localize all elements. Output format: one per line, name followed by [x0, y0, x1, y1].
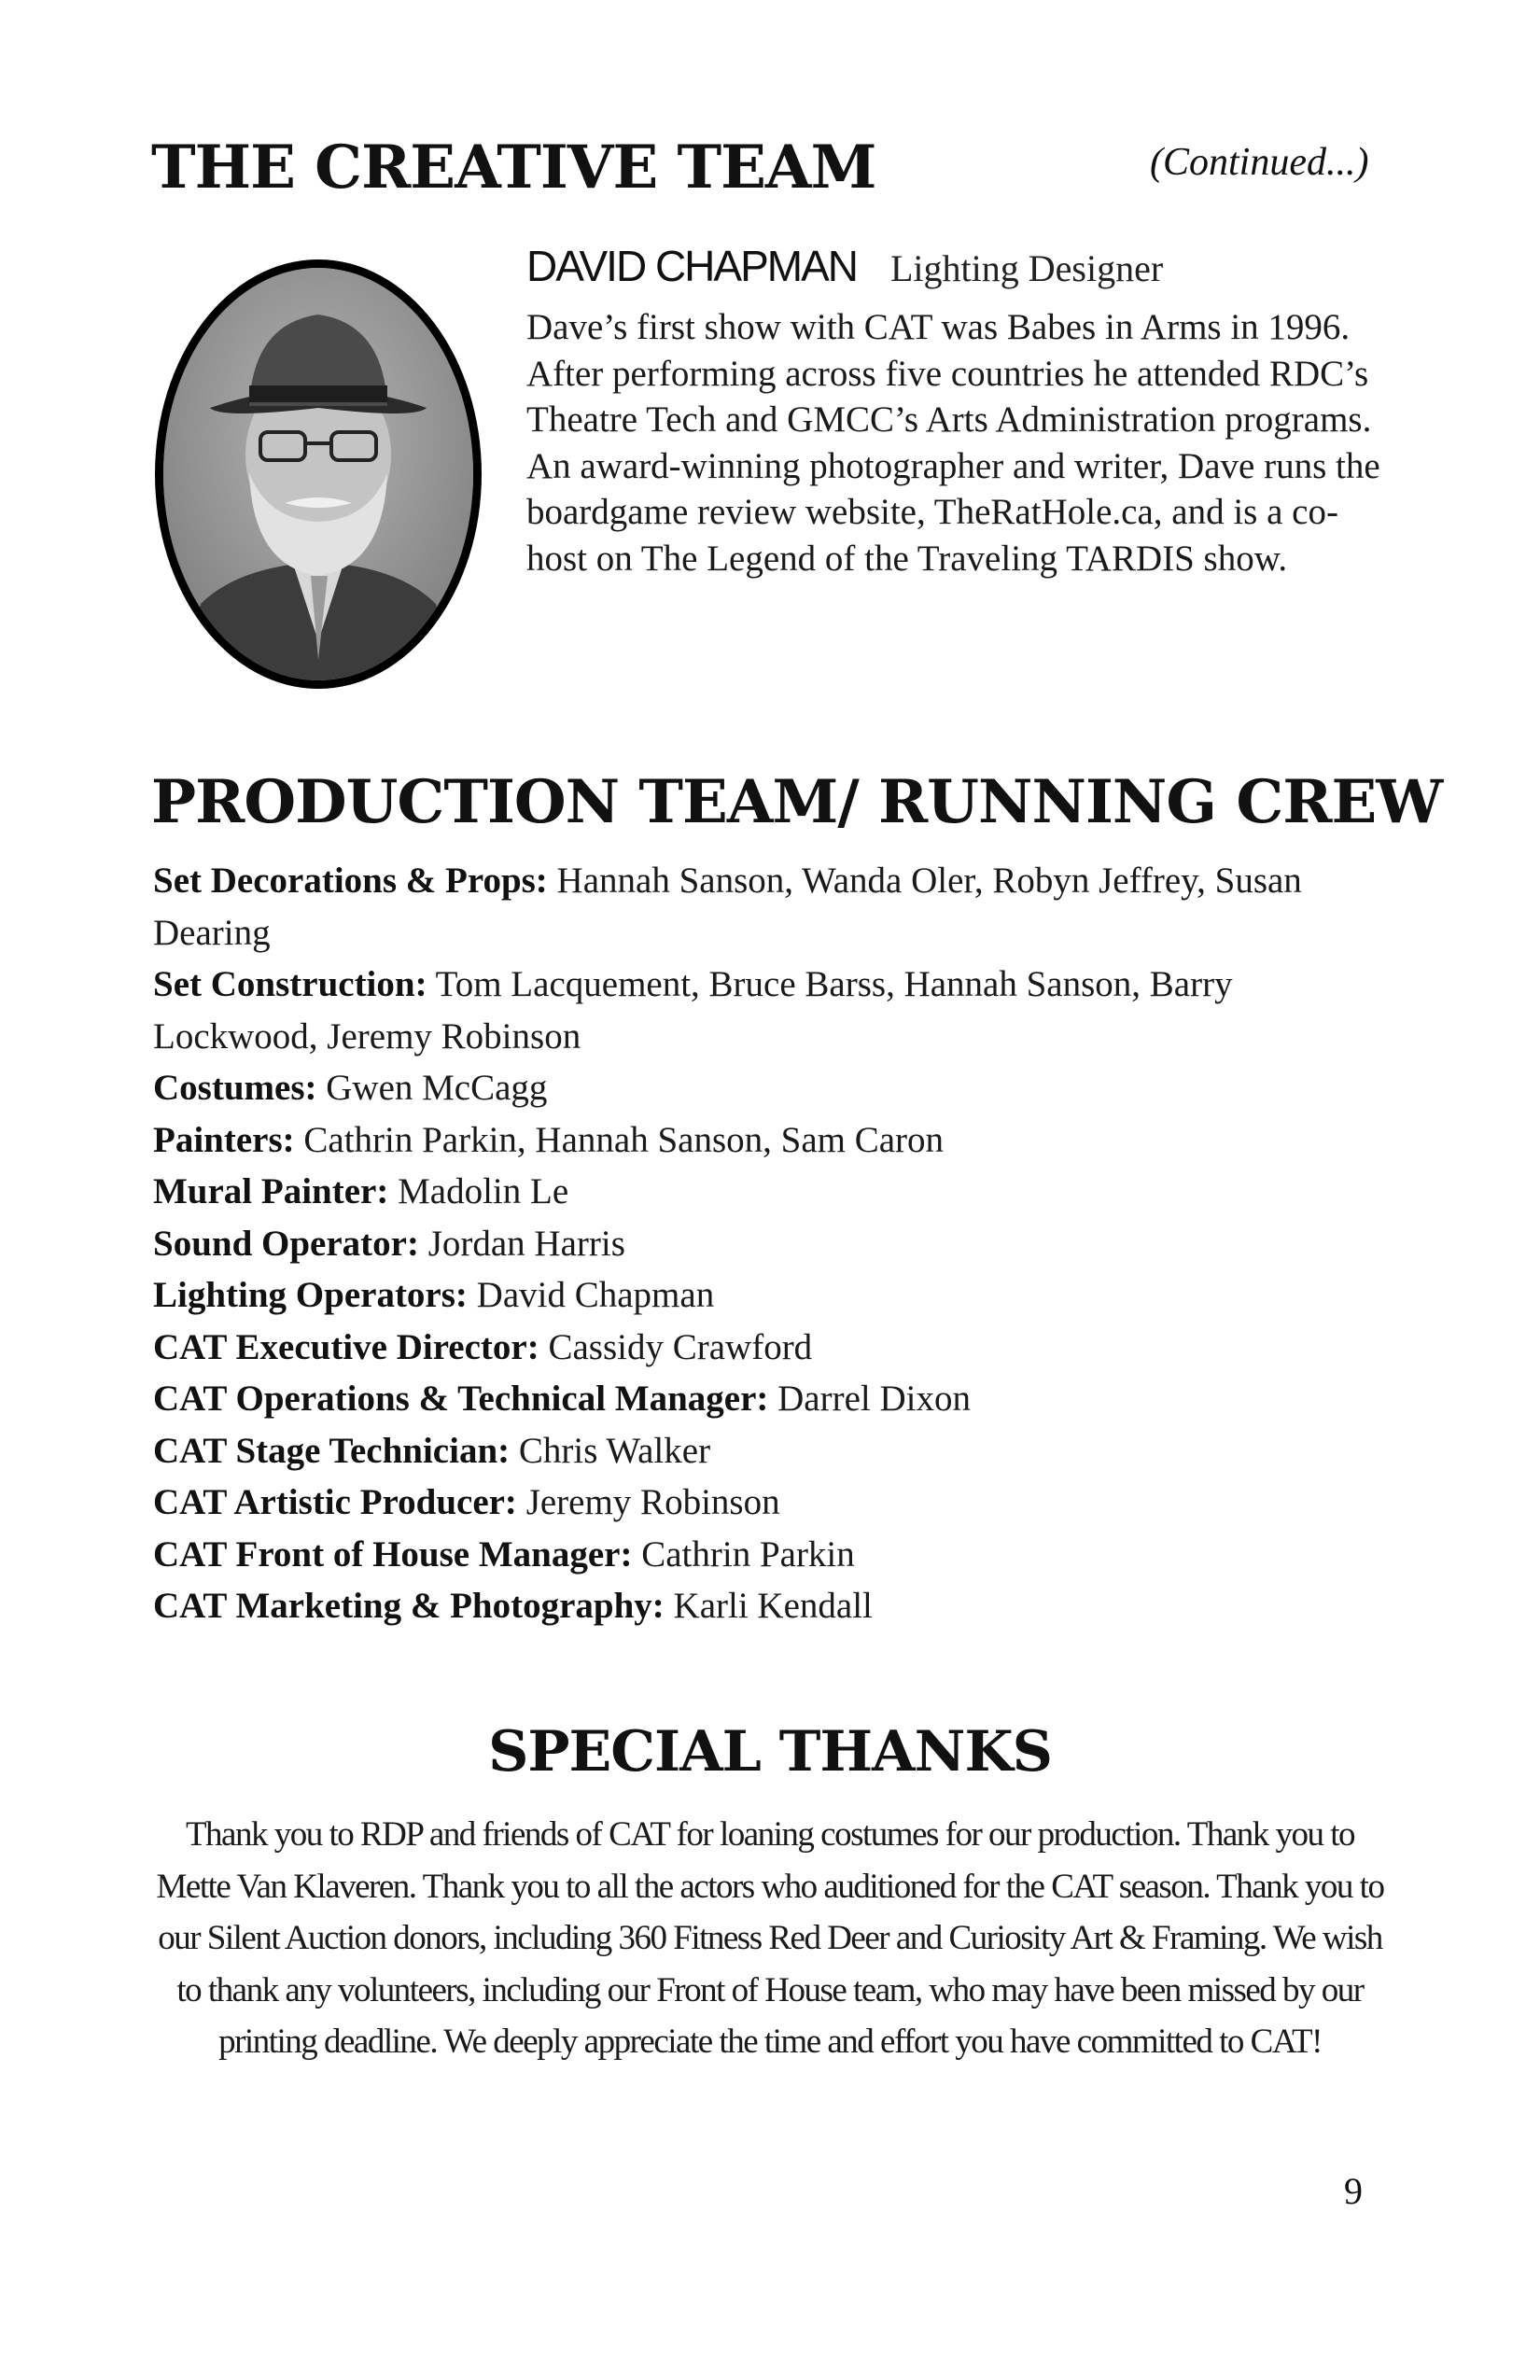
crew-role: Sound Operator:: [153, 1223, 419, 1264]
crew-role: Costumes:: [153, 1068, 317, 1108]
crew-list: [153, 855, 1385, 1632]
crew-entry: [153, 855, 1385, 959]
crew-names: Gwen McCagg: [326, 1068, 548, 1108]
crew-role: Painters:: [153, 1119, 295, 1160]
crew-names: Hannah Sanson, Wanda Oler, Robyn Jeffrey, Susan Dearing: [153, 861, 1302, 953]
creative-team-heading: THE CREATIVE TEAM: [151, 133, 876, 203]
crew-role: CAT Stage Technician:: [153, 1430, 511, 1471]
crew-entry: [153, 1477, 1385, 1529]
crew-role: CAT Operations & Technical Manager:: [153, 1379, 769, 1419]
special-thanks-text: Thank you to RDP and friends of CAT for loaning costumes for our production. Thank you to Mette Van Klaveren. Thank you to all the actors who auditioned for the CAT season. Thank you to our Silent Auction donors, including 360 Fitness Red Deer and Curiosity Art & Framing. We wish to thank any volunteers, including our Front of House team, who may have been missed by our printing deadline. We deeply appreciate the time and effort you have committed to CAT!: [156, 1815, 1384, 2061]
crew-entry: [153, 1062, 1385, 1114]
crew-entry: [153, 1373, 1385, 1425]
page-number: 9: [1344, 2170, 1363, 2212]
crew-role: CAT Executive Director:: [153, 1326, 539, 1367]
crew-names: Karli Kendall: [673, 1586, 873, 1626]
crew-names: Darrel Dixon: [777, 1379, 971, 1419]
crew-role: Set Decorations & Props:: [153, 861, 548, 901]
crew-role: Set Construction:: [153, 964, 427, 1004]
crew-names: Cassidy Crawford: [548, 1326, 813, 1367]
crew-role: CAT Marketing & Photography:: [153, 1586, 665, 1626]
crew-entry: [153, 1166, 1385, 1218]
designer-bio: [526, 241, 1385, 581]
crew-entry: [153, 1218, 1385, 1270]
crew-names: Jordan Harris: [427, 1223, 625, 1264]
crew-role: CAT Artistic Producer:: [153, 1482, 517, 1522]
crew-names: Chris Walker: [518, 1430, 711, 1471]
designer-name: DAVID CHAPMAN: [526, 242, 857, 290]
crew-entry: [153, 1269, 1385, 1322]
continued-note: (Continued...): [1150, 141, 1369, 184]
crew-names: David Chapman: [476, 1275, 715, 1315]
headshot-photo: [155, 259, 482, 689]
crew-role: Lighting Operators:: [153, 1275, 468, 1315]
special-thanks-heading: SPECIAL THANKS: [488, 1719, 1052, 1785]
crew-names: Tom Lacquement, Bruce Barss, Hannah Sanson, Barry Lockwood, Jeremy Robinson: [153, 964, 1233, 1057]
crew-role: CAT Front of House Manager:: [153, 1533, 633, 1575]
portrait-image: [163, 268, 473, 680]
designer-bio-text: Dave’s first show with CAT was Babes in Arms in 1996. After performing across five countries he attended RDC’s Theatre Tech and GMCC’s Arts Administration programs. An award-winning photographer and writer, Dave runs the boardgame review website, TheRatHole.ca, and is a co-host on The Legend of the Traveling TARDIS show.: [526, 307, 1380, 579]
crew-entry: [153, 1425, 1385, 1477]
crew-entry: [153, 1322, 1385, 1374]
crew-entry: [153, 959, 1385, 1062]
bio-header: [526, 241, 1385, 299]
crew-entry: [153, 1529, 1385, 1581]
crew-role: Mural Painter:: [153, 1171, 389, 1211]
production-team-heading: PRODUCTION TEAM/ RUNNING CREW: [151, 767, 1443, 837]
crew-names: Cathrin Parkin: [641, 1533, 855, 1575]
crew-names: Jeremy Robinson: [525, 1482, 780, 1522]
crew-entry: [153, 1114, 1385, 1167]
crew-names: Madolin Le: [398, 1171, 569, 1211]
crew-entry: [153, 1580, 1385, 1632]
designer-role: Lighting Designer: [889, 247, 1164, 289]
crew-names: Cathrin Parkin, Hannah Sanson, Sam Caron: [303, 1119, 945, 1160]
